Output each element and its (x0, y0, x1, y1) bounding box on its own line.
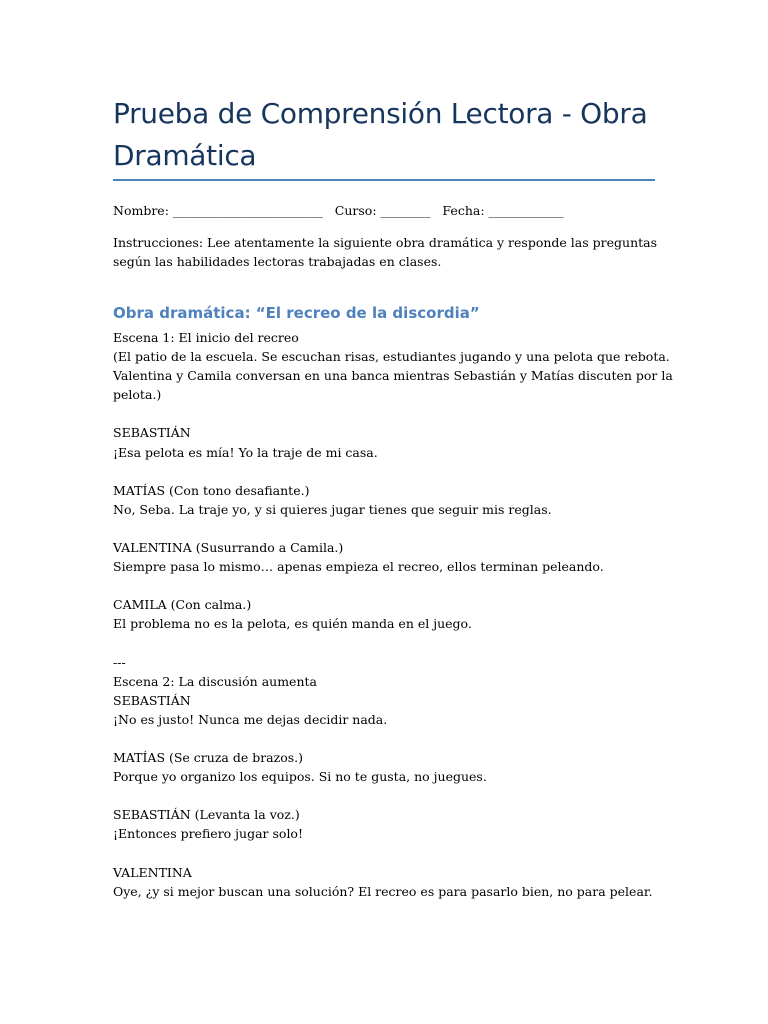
document-title: Prueba de Comprensión Lectora - Obra Dramática (113, 97, 648, 172)
play-line: SEBASTIÁN (113, 425, 191, 441)
play-line: Escena 1: El inicio del recreo (113, 330, 299, 345)
blank-line (113, 634, 673, 653)
play-title-heading: Obra dramática: “El recreo de la discordia” (113, 304, 480, 322)
play-line: No, Seba. La traje yo, y si quieres jugar tienes que seguir mis reglas. (113, 501, 552, 517)
play-line: Porque yo organizo los equipos. Si no te gusta, no juegues. (113, 769, 487, 785)
play-line: ¡No es justo! Nunca me dejas decidir nada. (113, 711, 388, 727)
play-line: VALENTINA (113, 864, 192, 880)
play-line: ¡Entonces prefiero jugar solo! (113, 826, 303, 842)
play-line: (El patio de la escuela. Se escuchan risas, estudiantes jugando y una pelota que rebota. Valentina y Camila conversan en una banca mientras Sebastián y Matías discuten por la pelota.) (113, 349, 673, 403)
play-text (113, 328, 673, 901)
play-line: VALENTINA (Susurrando a Camila.) (113, 540, 344, 556)
play-line: --- (113, 654, 126, 670)
title-underline (113, 179, 655, 181)
play-line: CAMILA (Con calma.) (113, 597, 252, 613)
play-line: Oye, ¿y si mejor buscan una solución? El recreo es para pasarlo bien, no para pelear. (113, 883, 653, 899)
play-line: El problema no es la pelota, es quién manda en el juego. (113, 616, 472, 632)
blank-line (113, 786, 673, 805)
play-line: SEBASTIÁN (Levanta la voz.) (113, 807, 300, 823)
blank-line (113, 462, 673, 481)
instructions-paragraph: Instrucciones: Lee atentamente la siguiente obra dramática y responde las preguntas según las habilidades lectoras trabajadas en clases. (113, 235, 658, 269)
blank-line (113, 519, 673, 538)
play-line: MATÍAS (Se cruza de brazos.) (113, 750, 304, 766)
play-line: SEBASTIÁN (113, 692, 191, 708)
blank-line (113, 729, 673, 748)
blank-line (113, 576, 673, 595)
play-line: ¡Esa pelota es mía! Yo la traje de mi casa. (113, 444, 378, 460)
play-line: Escena 2: La discusión aumenta (113, 673, 317, 689)
blank-line (113, 404, 673, 423)
play-line: MATÍAS (Con tono desafiante.) (113, 482, 310, 498)
play-line: Siempre pasa lo mismo… apenas empieza el recreo, ellos terminan peleando. (113, 559, 604, 575)
student-info-line: Nombre: ________________________ Curso: ________ Fecha: ____________ (113, 203, 564, 218)
blank-line (113, 844, 673, 863)
